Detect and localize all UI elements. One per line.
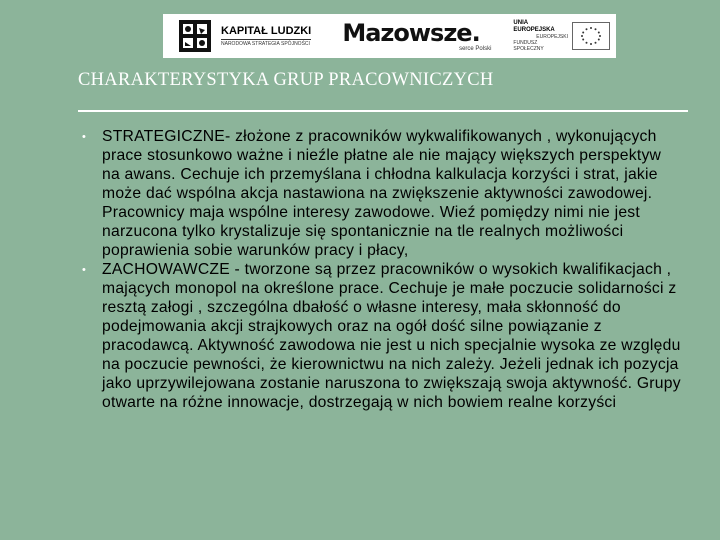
mazowsze-logo <box>342 20 505 53</box>
kapital-ludzki-emblem-icon <box>175 16 215 56</box>
eu-flag-icon <box>572 22 610 50</box>
kapital-ludzki-logo <box>175 16 330 56</box>
ue-logo <box>513 20 610 52</box>
bullet-text: - tworzone są przez pracowników o wysokich kwalifikacjach , mających monopol na określone prace. Cechuje je małe poczucie solidarności z resztą załogi , szczególna dbałość o własne interesy, mała skłonność do podejmowania akcji strajkowych oraz na ogół dość silne powiązanie z pracodawcą. Aktywność zawodowa nie jest u nich specjalnie wysoka ze względu na poczucie pewności, że kierownictwu na nich zależy. Jeżeli jednak ich pozycja jako uprzywilejowana zostanie naruszona to zwiększają swoja aktywność. Grupy otwarte na różne innowacje, dostrzegają w nich bowiem realne korzyści <box>102 261 681 411</box>
ue-line-3: FUNDUSZ SPOŁECZNY <box>513 40 544 52</box>
kapital-ludzki-wordmark <box>221 25 311 47</box>
kapital-ludzki-subtitle: NARODOWA STRATEGIA SPÓJNOŚCI <box>221 41 310 47</box>
list-item <box>82 260 682 412</box>
bullet-text: - złożone z pracowników wykwalifikowanych , wykonujących prace stosunkowo ważne i nieźle płatne ale nie mający większych perspektyw na awans. Cechuje ich przemyślana i chłodna kalkulacja korzyści i strat, jakie może dać wspólna akcja nastawiona na zwiększenie aktywności zawodowej. Pracownicy maja wspólne interesy zawodowe. Wieź pomiędzy nimi nie jest narzucona tylko krystalizuje się spontanicznie na tle realnych możliwości poprawienia sobie warunków pracy i płacy, <box>102 128 662 259</box>
list-item <box>82 127 682 260</box>
mazowsze-subtitle: serce Polski <box>459 45 492 52</box>
bullet-icon: • <box>82 264 87 276</box>
ue-line-2: EUROPEJSKI <box>536 34 568 40</box>
ue-wordmark <box>513 20 568 52</box>
bullet-term: STRATEGICZNE <box>102 128 225 145</box>
bullet-list <box>82 127 682 412</box>
bullet-term: ZACHOWAWCZE <box>102 261 230 278</box>
ue-line-1: UNIA EUROPEJSKA <box>513 20 555 33</box>
slide-title: CHARAKTERYSTYKA GRUP PRACOWNICZYCH <box>78 70 494 90</box>
title-divider <box>78 110 688 112</box>
mazowsze-title: Mazowsze. <box>342 18 480 47</box>
kapital-ludzki-title: KAPITAŁ LUDZKI <box>221 25 312 37</box>
logo-banner <box>163 14 616 58</box>
bullet-icon: • <box>82 131 87 143</box>
